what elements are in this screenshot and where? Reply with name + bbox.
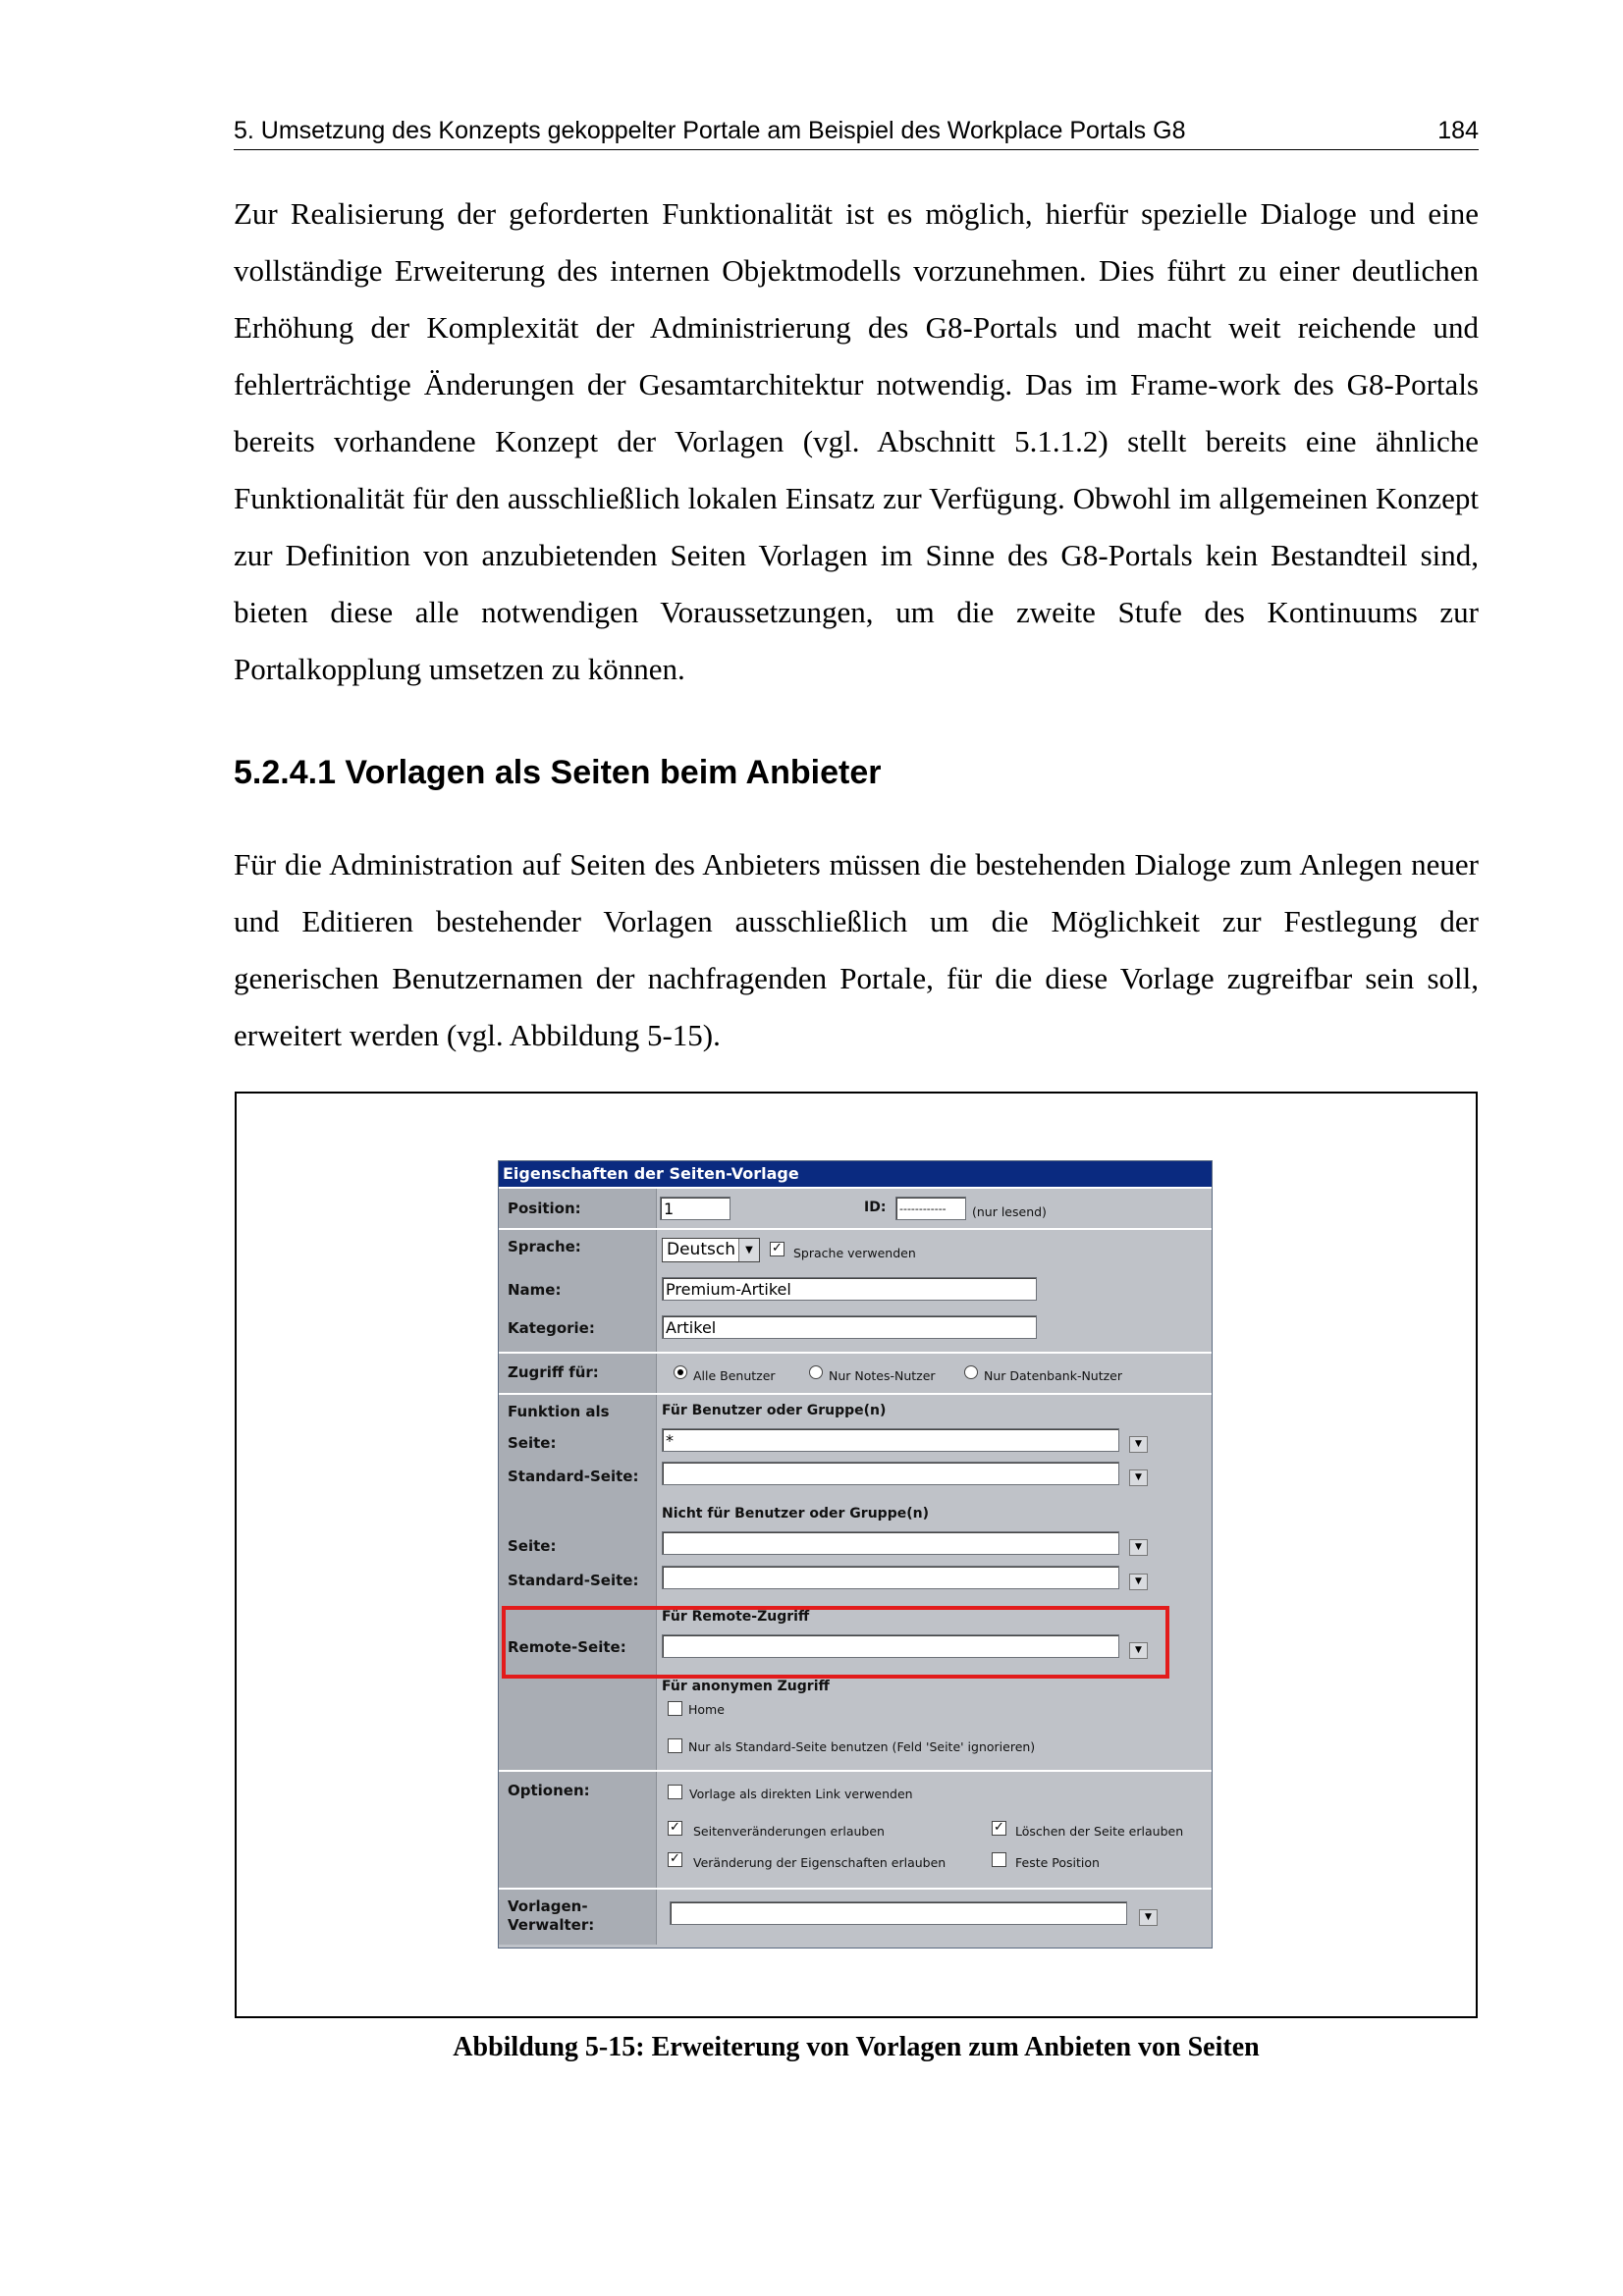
standard-seite-picker-button[interactable]: ▼	[1129, 1469, 1148, 1486]
text-line: Obwohl im allgemeinen Konzept zur Definition von anzubietenden Seiten Vorlagen im Sinne	[234, 481, 1479, 572]
position-input[interactable]: 1	[660, 1197, 730, 1220]
seitenveraenderung-checkbox[interactable]: ✓	[668, 1821, 682, 1836]
seite-label: Seite:	[508, 1434, 557, 1452]
verwalter-picker-button[interactable]: ▼	[1139, 1909, 1158, 1926]
id-note: (nur lesend)	[972, 1204, 1047, 1219]
id-label: ID:	[864, 1200, 887, 1215]
remote-seite-picker-button[interactable]: ▼	[1129, 1642, 1148, 1659]
text-line: Zur Realisierung der geforderten Funktionalität ist es möglich, hierfür spezielle Dialoge und	[234, 196, 1416, 231]
text-line: Für die Administration auf Seiten des Anbieters müssen die bestehenden Dialoge zum	[234, 847, 1292, 881]
home-checkbox[interactable]	[668, 1701, 682, 1716]
section-heading: 5.2.4.1 Vorlagen als Seiten beim Anbieter	[234, 754, 882, 791]
sprache-verwenden-label: Sprache verwenden	[793, 1246, 916, 1260]
chevron-down-icon: ▼	[738, 1239, 759, 1261]
optionen-label: Optionen:	[508, 1782, 590, 1799]
fuer-benutzer-heading: Für Benutzer oder Gruppe(n)	[662, 1403, 887, 1418]
position-label: Position:	[508, 1200, 581, 1217]
text-line: zweite Stufe des Kontinuums zur Portalkopplung umsetzen zu können.	[234, 595, 1479, 686]
nicht-fuer-heading: Nicht für Benutzer oder Gruppe(n)	[662, 1506, 929, 1522]
body-paragraph-1	[234, 186, 1479, 698]
nur-standard-label: Nur als Standard-Seite benutzen (Feld 'Seite' ignorieren)	[688, 1739, 1036, 1754]
verwalter-label: Vorlagen-	[508, 1897, 588, 1915]
text-line: work des G8-Portals bereits vorhandene Konzept der Vorlagen (vgl. Abschnitt 5.1.1.2) stellt	[234, 367, 1479, 458]
radio-label: Nur Datenbank-Nutzer	[984, 1368, 1123, 1383]
radio-datenbank-nutzer[interactable]	[964, 1365, 978, 1379]
page-number: 184	[1437, 117, 1479, 144]
standard-seite-label: Standard-Seite:	[508, 1468, 639, 1485]
nicht-seite-picker-button[interactable]: ▼	[1129, 1539, 1148, 1556]
loeschen-checkbox[interactable]: ✓	[992, 1821, 1006, 1836]
nicht-seite-label: Seite:	[508, 1537, 557, 1555]
direkter-link-label: Vorlage als direkten Link verwenden	[689, 1787, 913, 1801]
kategorie-input[interactable]: Artikel	[662, 1315, 1037, 1339]
header-title: 5. Umsetzung des Konzepts gekoppelter Portale am Beispiel des Workplace Portals G8	[234, 117, 1186, 144]
seite-input[interactable]: *	[662, 1428, 1119, 1452]
text-line: des G8-Portals kein Bestandteil sind, bieten diese alle notwendigen Voraussetzungen, um die	[234, 538, 1480, 629]
eigenschaften-label: Veränderung der Eigenschaften erlauben	[693, 1855, 947, 1870]
radio-label: Nur Notes-Nutzer	[829, 1368, 936, 1383]
section-funktion	[499, 1393, 1212, 1770]
dialog-title: Eigenschaften der Seiten-Vorlage	[499, 1161, 1212, 1187]
name-input[interactable]: Premium-Artikel	[662, 1277, 1037, 1301]
remote-seite-label: Remote-Seite:	[508, 1638, 626, 1656]
body-paragraph-2	[234, 836, 1479, 1064]
text-line: zugreifbar sein soll, erweitert werden (vgl. Abbildung 5-15).	[234, 961, 1479, 1052]
text-line: reichende und fehlerträchtige Änderungen der Gesamtarchitektur notwendig. Das im Frame-	[234, 310, 1479, 401]
direkter-link-checkbox[interactable]	[668, 1785, 682, 1799]
text-line: bereits eine ähnliche Funktionalität für den ausschließlich lokalen Einsatz zur Verfügung.	[234, 424, 1479, 515]
nur-standard-checkbox[interactable]	[668, 1738, 682, 1753]
id-field: ------------	[895, 1197, 966, 1220]
loeschen-label: Löschen der Seite erlauben	[1015, 1824, 1184, 1839]
verwalter-label: Verwalter:	[508, 1916, 595, 1934]
home-label: Home	[688, 1702, 725, 1717]
template-properties-dialog	[498, 1160, 1213, 1949]
funktion-label: Funktion als	[508, 1403, 610, 1420]
eigenschaften-checkbox[interactable]: ✓	[668, 1852, 682, 1867]
text-line: eine vollständige Erweiterung des internen Objektmodells vorzunehmen. Dies führt zu einer	[234, 196, 1479, 288]
section-position	[499, 1187, 1212, 1228]
sprache-value: Deutsch	[667, 1240, 735, 1259]
verwalter-input[interactable]	[670, 1901, 1127, 1925]
remote-heading: Für Remote-Zugriff	[662, 1609, 810, 1625]
sprache-verwenden-checkbox[interactable]: ✓	[770, 1242, 784, 1256]
anonym-heading: Für anonymen Zugriff	[662, 1679, 830, 1694]
standard-seite-input[interactable]	[662, 1462, 1119, 1485]
sprache-label: Sprache:	[508, 1238, 581, 1255]
seitenveraenderung-label: Seitenveränderungen erlauben	[693, 1824, 885, 1839]
radio-label: Alle Benutzer	[693, 1368, 776, 1383]
nicht-seite-input[interactable]	[662, 1531, 1119, 1555]
running-header	[234, 110, 1479, 150]
section-verwalter	[499, 1888, 1212, 1945]
text-line: deutlichen Erhöhung der Komplexität der Administrierung des G8-Portals und macht weit	[234, 253, 1480, 345]
radio-alle-benutzer[interactable]	[674, 1365, 687, 1379]
nicht-standard-seite-picker-button[interactable]: ▼	[1129, 1574, 1148, 1590]
nicht-standard-seite-input[interactable]	[662, 1566, 1119, 1589]
name-label: Name:	[508, 1281, 562, 1299]
text-line: Anlegen neuer und Editieren bestehender Vorlagen ausschließlich um die Möglichkeit zur	[234, 847, 1479, 938]
section-optionen	[499, 1770, 1212, 1888]
zugriff-label: Zugriff für:	[508, 1363, 599, 1381]
seite-picker-button[interactable]: ▼	[1129, 1436, 1148, 1453]
feste-position-label: Feste Position	[1015, 1855, 1100, 1870]
section-general	[499, 1228, 1212, 1352]
sprache-select[interactable]	[662, 1238, 760, 1262]
text-line: Festlegung der generischen Benutzernamen der nachfragenden Portale, für die diese Vorlage	[234, 904, 1480, 995]
figure-caption: Abbildung 5-15: Erweiterung von Vorlagen zum Anbieten von Seiten	[453, 2032, 1260, 2062]
section-zugriff	[499, 1352, 1212, 1393]
feste-position-checkbox[interactable]	[992, 1852, 1006, 1867]
kategorie-label: Kategorie:	[508, 1319, 595, 1337]
remote-access-highlight	[502, 1606, 1169, 1679]
nicht-standard-seite-label: Standard-Seite:	[508, 1572, 639, 1589]
radio-notes-nutzer[interactable]	[809, 1365, 823, 1379]
